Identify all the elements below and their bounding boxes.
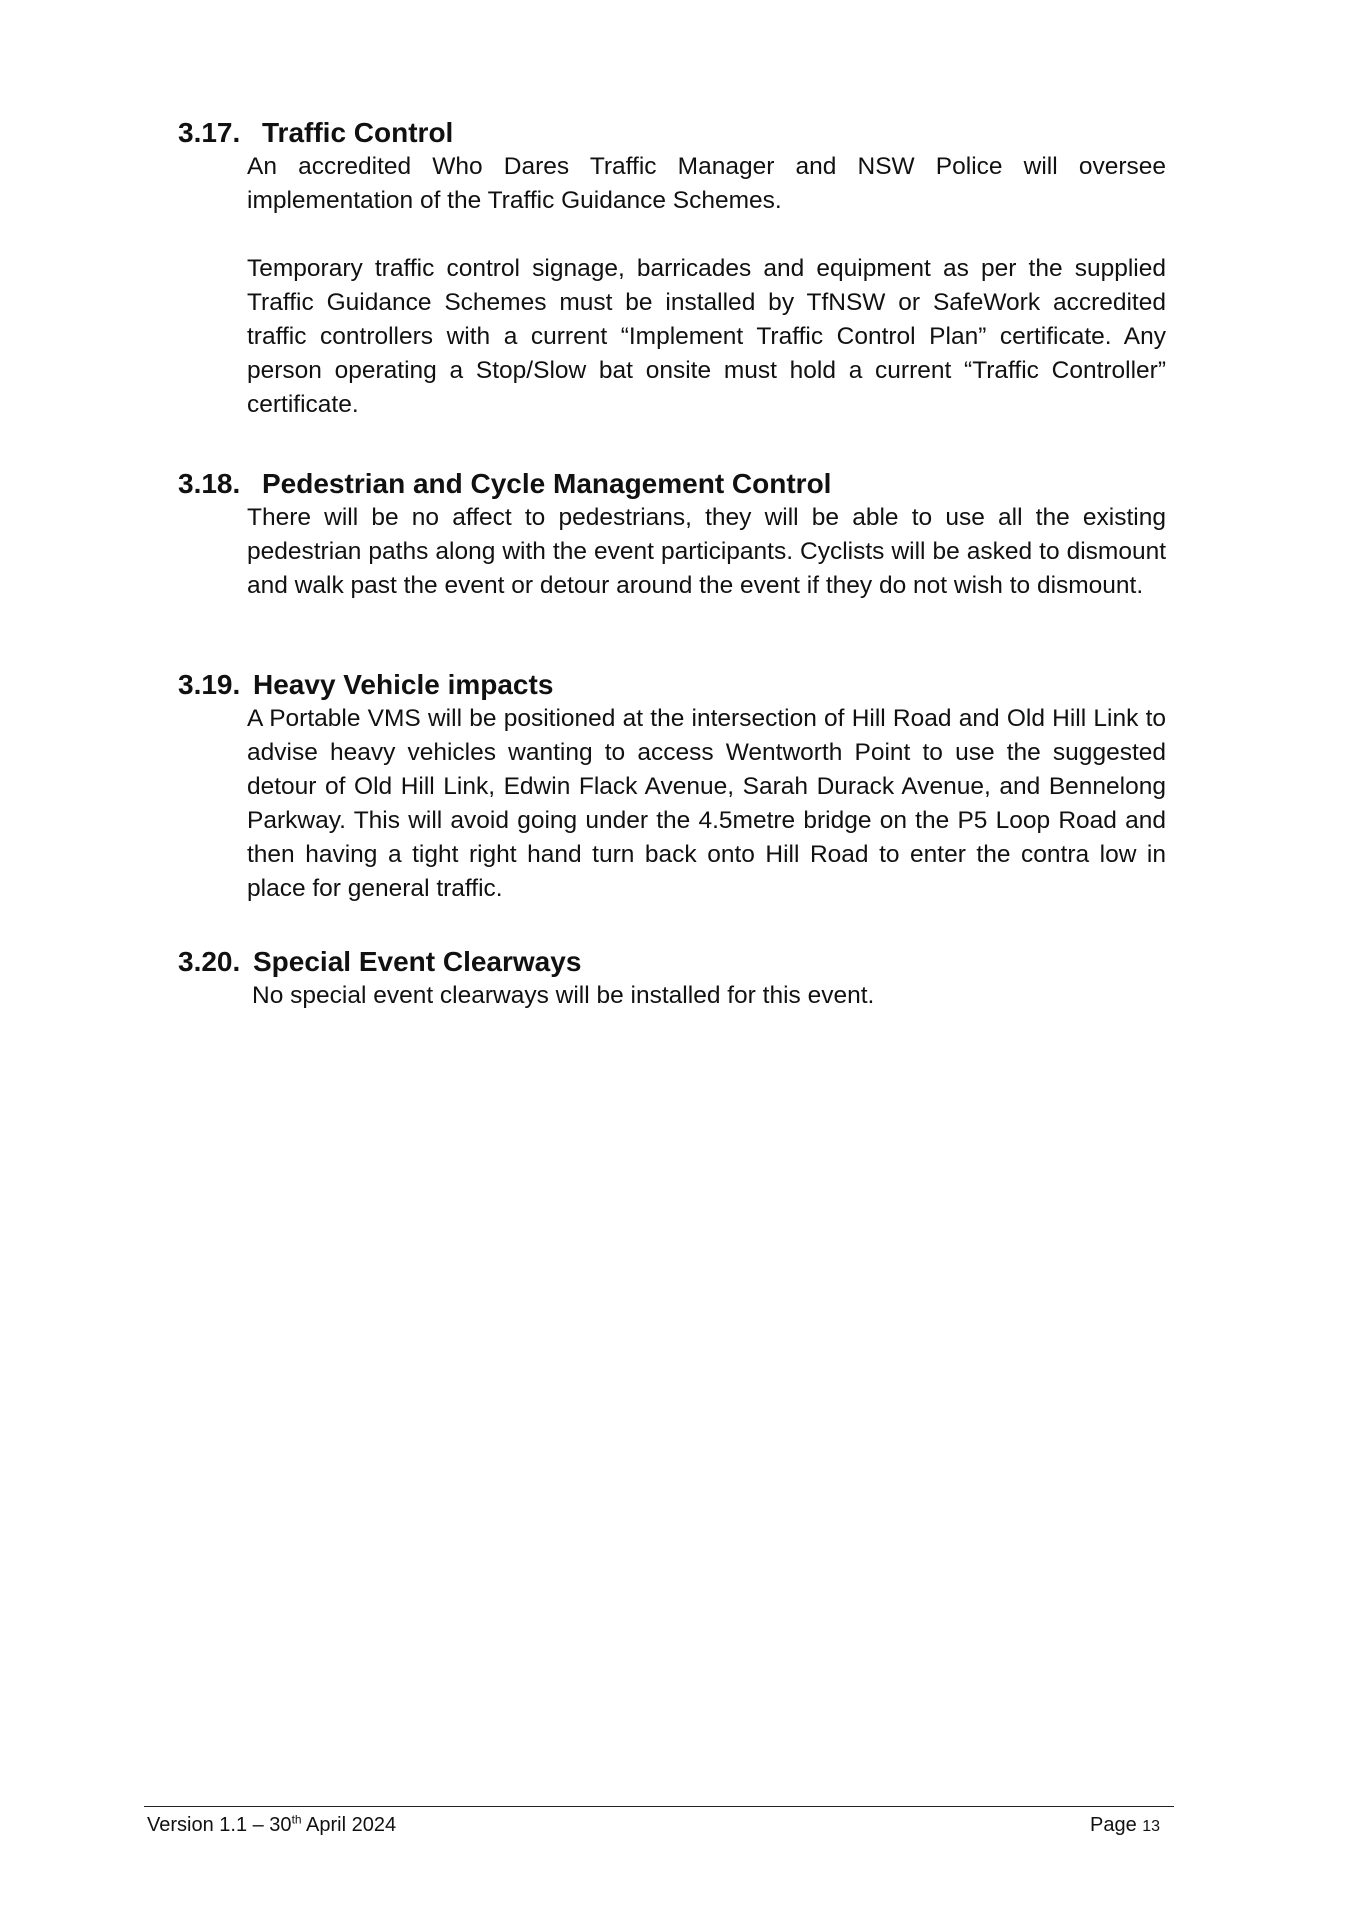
section-body [247,702,1166,906]
section-heading [178,116,1178,150]
paragraph: A Portable VMS will be positioned at the intersection of Hill Road and Old Hill Link to advise heavy vehicles wanting to access Wentworth Point to use the suggested detour of Old Hill Link, Edwin Flack Avenue, Sarah Durack Avenue, and Bennelong Parkway. This will avoid going under the 4.5metre bridge on the P5 Loop Road and then having a tight right hand turn back onto Hill Road to enter the contra low in place for general traffic. [247,705,1166,902]
section-3-20 [178,945,1178,1013]
section-body [252,979,1171,1013]
footer-version-ordinal: th [291,1812,302,1827]
section-number: 3.20. [178,946,241,977]
footer-divider [144,1806,1174,1807]
footer-version-prefix: Version 1.1 – 30 [147,1814,292,1836]
paragraph: No special event clearways will be installed for this event. [252,982,875,1009]
section-number: 3.19. [178,669,241,700]
footer-version-suffix: April 2024 [301,1814,397,1836]
section-3-17 [178,116,1178,422]
section-title: Special Event Clearways [253,946,582,977]
section-body [247,501,1166,603]
section-number: 3.18. [178,468,241,499]
section-heading [178,467,1178,501]
section-heading [178,668,1178,702]
footer-page-label: Page [1090,1814,1137,1836]
paragraph: An accredited Who Dares Traffic Manager and NSW Police will oversee implementation of the Traffic Guidance Schemes. [247,153,1166,214]
paragraph: There will be no affect to pedestrians, they will be able to use all the existing pedestrian paths along with the event participants. Cyclists will be asked to dismount and walk past the event or detour around the event if they do not wish to dismount. [247,504,1166,599]
footer-page-number: 13 [1142,1818,1161,1835]
section-number: 3.17. [178,117,241,148]
section-3-18 [178,467,1178,603]
section-title: Heavy Vehicle impacts [253,669,554,700]
footer-version [147,1812,396,1838]
section-3-19 [178,668,1178,906]
section-title: Traffic Control [262,117,454,148]
footer-page [1090,1812,1160,1840]
section-body [247,150,1166,422]
paragraph: Temporary traffic control signage, barricades and equipment as per the supplied Traffic Guidance Schemes must be installed by TfNSW or SafeWork accredited traffic controllers with a current “Implement Traffic Control Plan” certificate. Any person operating a Stop/Slow bat onsite must hold a current “Traffic Controller” certificate. [247,255,1166,418]
section-heading [178,945,1178,979]
section-title: Pedestrian and Cycle Management Control [262,468,832,499]
